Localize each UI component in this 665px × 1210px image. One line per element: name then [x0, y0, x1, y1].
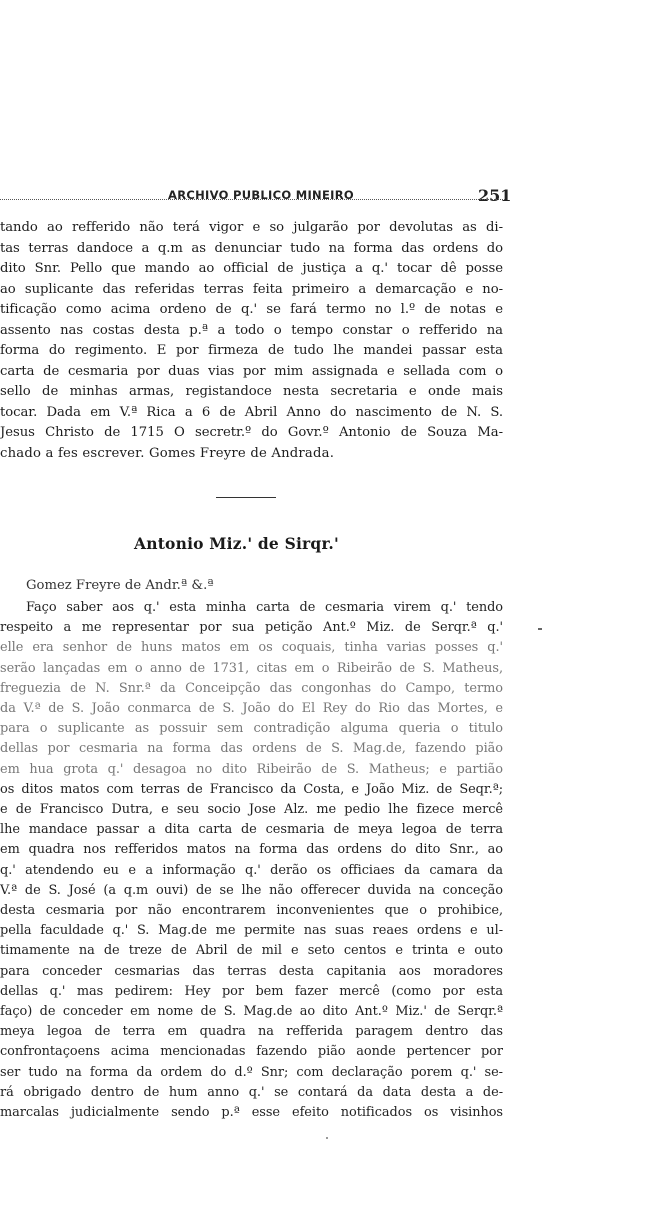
text-line: timamente na de treze de Abril de mil e seto centos e trinta e outo: [0, 943, 503, 959]
header-rule: [0, 199, 505, 200]
text-line: assento nas costas desta p.ª a todo o tempo constar o refferido na: [0, 322, 503, 338]
text-line: Jesus Christo de 1715 O secretr.º do Govr.º Antonio de Souza Ma-: [0, 425, 503, 440]
text-line: para o suplicante as possuir sem contradição alguma queria o titulo: [0, 721, 503, 737]
text-line: tocar. Dada em V.ª Rica a 6 de Abril Anno do nascimento de N. S.: [0, 404, 503, 420]
page-speck: [326, 1137, 328, 1139]
text-line: Faço saber aos q.' esta minha carta de cesmaria virem q.' tendo: [26, 600, 503, 615]
text-line: elle era senhor de huns matos em os coquais, tinha varias posses q.': [0, 640, 503, 656]
text-line: serão lançadas em o anno de 1731, citas em o Ribeirão de S. Matheus,: [0, 660, 503, 676]
text-line: ser tudo na forma da ordem do d.º Snr; com declaração porem q.' se-: [0, 1064, 503, 1080]
text-line: tando ao refferido não terá vigor e so julgarão por devolutas as di-: [0, 220, 503, 235]
running-header-title: ARCHIVO PUBLICO MINEIRO: [168, 188, 354, 202]
margin-speck: [538, 628, 542, 630]
text-line: confrontaçoens acima mencionadas fazendo pião aonde pertencer por: [0, 1044, 503, 1060]
text-line: em hua grota q.' desagoa no dito Ribeirão de S. Matheus; e partião: [0, 761, 503, 777]
text-line-closing: chado a fes escrever. Gomes Freyre de Andrada.: [0, 445, 335, 461]
text-line: para conceder cesmarias das terras desta capitania aos moradores: [0, 963, 503, 979]
text-line: dellas q.' mas pedirem: Hey por bem fazer mercê (como por esta: [0, 983, 503, 999]
text-line: sello de minhas armas, registandoce nesta secretaria e onde mais: [0, 384, 503, 399]
text-line: V.ª de S. José (a q.m ouvi) de se lhe não offerecer duvida na conceção: [0, 882, 503, 898]
text-line: da V.ª de S. João conmarca de S. João do El Rey do Rio das Mortes, e: [0, 701, 503, 717]
text-line: os ditos matos com terras de Francisco da Costa, e João Miz. de Seqr.ª;: [0, 781, 503, 797]
text-line: dellas por cesmaria na forma das ordens de S. Mag.de, fazendo pião: [0, 741, 503, 757]
text-line: em quadra nos refferidos matos na forma das ordens do dito Snr., ao: [0, 842, 503, 858]
running-header: [0, 186, 665, 210]
text-line: pella faculdade q.' S. Mag.de me permite nas suas reaes ordens e ul-: [0, 923, 503, 939]
text-line: dito Snr. Pello que mando ao official de justiça a q.' tocar dê posse: [0, 261, 503, 276]
text-line: respeito a me representar por sua petição Ant.º Miz. de Serqr.ª q.': [0, 620, 503, 636]
paragraph-continuation: [0, 218, 503, 464]
text-line: tas terras dandoce a q.m as denunciar tudo na forma das ordens do: [0, 240, 503, 256]
text-line: q.' atendendo eu e a informação q.' derão os officiaes da camara da: [0, 862, 503, 878]
text-line: tificação como acima ordeno de q.' se fará termo no l.º de notas e: [0, 302, 503, 317]
text-line: e de Francisco Dutra, e seu socio Jose Alz. me pedio lhe fizece mercê: [0, 802, 503, 818]
text-line: rá obrigado dentro de hum anno q.' se contará da data desta a de-: [0, 1084, 503, 1100]
text-line: forma do regimento. E por firmeza de tudo lhe mandei passar esta: [0, 343, 503, 358]
text-line: marcalas judicialmente sendo p.ª esse efeito notificados os visinhos: [0, 1105, 503, 1121]
text-line: ao suplicante das referidas terras feita primeiro a demarcação e no-: [0, 281, 503, 297]
text-line: faço) de conceder em nome de S. Mag.de ao dito Ant.º Miz.' de Serqr.ª: [0, 1004, 503, 1020]
section-divider: [216, 497, 276, 498]
text-line: carta de cesmaria por duas vias por mim assignada e sellada com o: [0, 363, 503, 379]
salutation: Gomez Freyre de Andr.ª &.ª: [26, 578, 214, 593]
section-title: Antonio Miz.' de Sirqr.': [134, 534, 339, 553]
text-line: desta cesmaria por não encontrarem inconvenientes que o prohibice,: [0, 903, 503, 919]
text-line: freguezia de N. Snr.ª da Conceipção das congonhas do Campo, termo: [0, 680, 503, 696]
text-line: meya legoa de terra em quadra na refferida paragem dentro das: [0, 1024, 503, 1040]
page-number: 251: [478, 186, 512, 205]
text-line: lhe mandace passar a dita carta de cesmaria de meya legoa de terra: [0, 822, 503, 838]
paragraph-charter: [0, 598, 503, 1123]
